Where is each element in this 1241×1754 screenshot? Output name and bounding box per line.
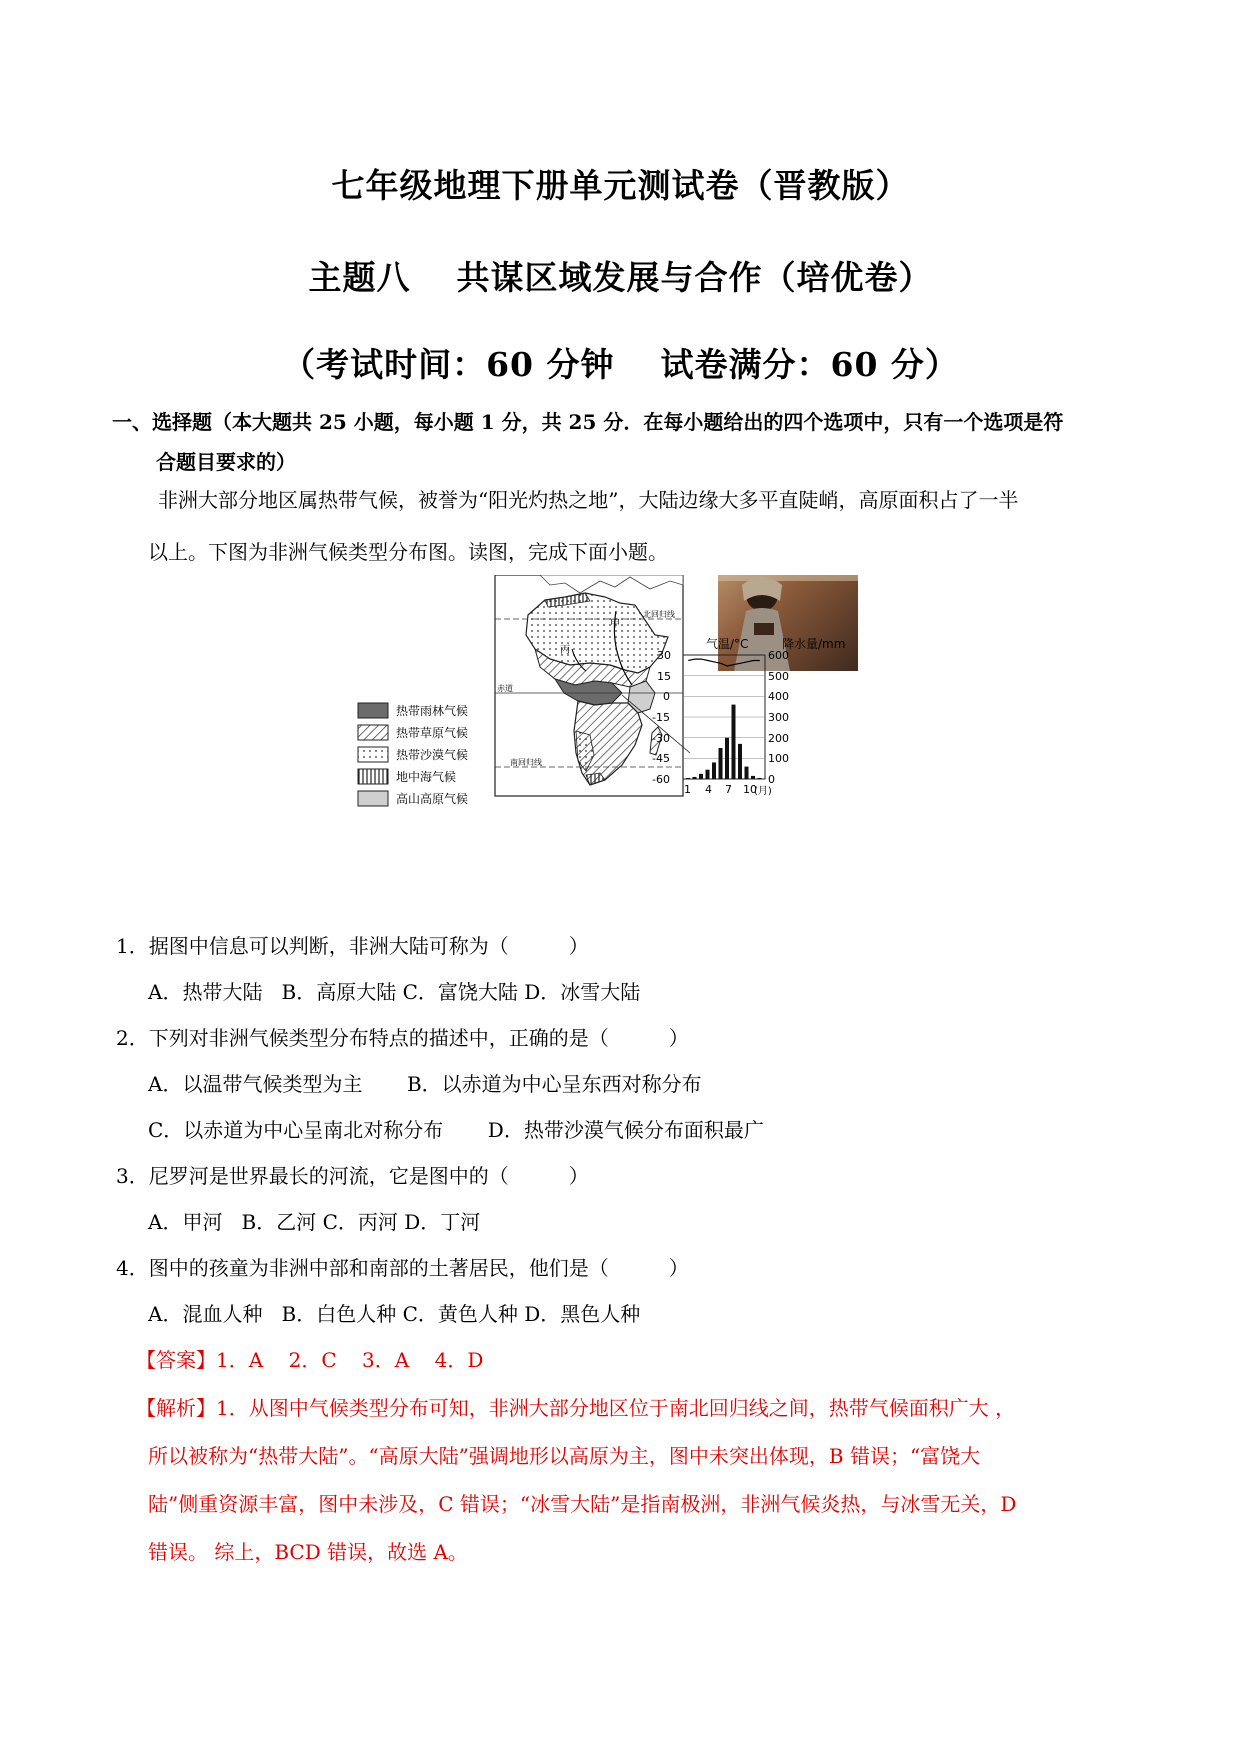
precip-bars [686,705,762,779]
legend-label-desert: 热带沙漠气候 [396,748,469,762]
exam-info [0,339,1241,386]
tropic-south-label: 南回归线 [510,758,542,767]
precip-tick: 0 [768,773,775,786]
legend-label-savanna: 热带草原气候 [396,726,469,740]
precip-bar [758,778,762,779]
explanation-line4: 错误。 综上，BCD 错误，故选 A。 [148,1540,468,1564]
explanation-line2: 所以被称为“热带大陆”。“高原大陆”强调地形以高原为主，图中未突出体现，B 错误；“富饶大 [148,1444,981,1468]
intro-line1: 非洲大部分地区属热带气候，被誉为“阳光灼热之地”，大陆边缘大多平直陡峭，高原面积占了一半 [158,488,1019,512]
month-tick: 10 [743,783,757,796]
explanation-line3: 陆”侧重资源丰富，图中未涉及，C 错误；“冰雪大陆”是指南极洲，非洲气候炎热，与冰雪无关，D [148,1492,1017,1516]
precip-bar [712,762,716,779]
precip-ticks [768,649,789,786]
question-1-options: A．热带大陆 B．高原大陆 C．富饶大陆 D．冰雪大陆 [148,980,641,1004]
precip-bar [706,770,710,779]
precip-bar [686,778,690,779]
legend-item-savanna [358,725,468,740]
temp-tick: 0 [663,690,670,703]
question-3-stem: 3．尼罗河是世界最长的河流，它是图中的（ ） [116,1164,589,1188]
precip-bar [732,705,736,779]
question-2-options-line1: A．以温带气候类型为主 B．以赤道为中心呈东西对称分布 [148,1072,702,1096]
legend-item-desert [358,747,468,762]
river-jia-label: 甲 [610,619,620,630]
precip-bar [725,738,729,779]
precip-bar [699,774,703,779]
temp-tick: -15 [652,711,670,724]
exam-time: （考试时间：60 分钟 [282,345,615,384]
precip-tick: 600 [768,649,789,662]
question-3-options: A．甲河 B．乙河 C．丙河 D．丁河 [148,1210,481,1234]
river-bing-label: 丙 [560,645,570,656]
month-tick: 1 [684,783,691,796]
legend-label-highland: 高山高原气候 [396,792,469,806]
temp-tick: -60 [652,773,670,786]
precip-axis-label: 降水量/mm [782,637,846,651]
legend [358,703,468,806]
legend-label-rainforest: 热带雨林气候 [396,704,469,718]
precip-tick: 400 [768,690,789,703]
legend-item-highland [358,791,468,806]
question-2-stem: 2．下列对非洲气候类型分布特点的描述中，正确的是（ ） [116,1026,689,1050]
precip-tick: 100 [768,752,789,765]
precip-bar [693,777,697,779]
legend-label-mediterranean: 地中海气候 [396,770,457,784]
theme-name: 共谋区域发展与合作（培优卷） [456,258,933,297]
precip-tick: 200 [768,732,789,745]
intro-line2: 以上。下图为非洲气候类型分布图。读图，完成下面小题。 [148,540,668,564]
section-heading-line1: 一、选择题（本大题共 25 小题，每小题 1 分，共 25 分．在每小题给出的四个选项中，只有一个选项是符 [112,410,1064,434]
climograph-grid [683,676,765,759]
explanation [136,1384,1128,1576]
legend-item-rainforest [358,703,468,718]
precip-bar [745,767,749,779]
africa-climate-figure [350,575,910,895]
temp-tick: 15 [657,670,671,683]
question-2-options-line2: C．以赤道为中心呈南北对称分布 D．热带沙漠气候分布面积最广 [148,1118,764,1142]
question-4-stem: 4．图中的孩童为非洲中部和南部的土著居民，他们是（ ） [116,1256,689,1280]
precip-bar [719,748,723,779]
precip-bar [751,776,755,779]
precip-tick: 500 [768,670,789,683]
month-tick: 7 [725,783,732,796]
document-title: 七年级地理下册单元测试卷（晋教版） [331,166,910,205]
answer-line: 【答案】1．A 2．C 3．A 4．D [136,1348,484,1372]
question-4-options: A．混血人种 B．白色人种 C．黄色人种 D．黑色人种 [148,1302,641,1326]
legend-item-mediterranean [358,769,456,784]
temp-tick: 30 [657,649,671,662]
month-unit: (月) [754,786,772,797]
precip-tick: 300 [768,711,789,724]
theme-title [0,252,1241,299]
precip-bar [738,744,742,779]
explanation-line1: 【解析】1．从图中气候类型分布可知，非洲大部分地区位于南北回归线之间，热带气候面积广大 ， [136,1396,1016,1420]
month-tick: 4 [705,783,712,796]
full-score: 试卷满分：60 分） [660,345,959,384]
equator-label: 赤道 [497,684,513,693]
temp-tick: -30 [652,732,670,745]
question-1-stem: 1．据图中信息可以判断，非洲大陆可称为（ ） [116,934,589,958]
temp-tick: -45 [652,752,670,765]
tropic-north-label: 北回归线 [643,610,675,619]
theme-label: 主题八 [308,258,411,297]
section-heading-line2: 合题目要求的） [156,450,296,474]
temp-axis-label: 气温/°C [706,637,749,651]
